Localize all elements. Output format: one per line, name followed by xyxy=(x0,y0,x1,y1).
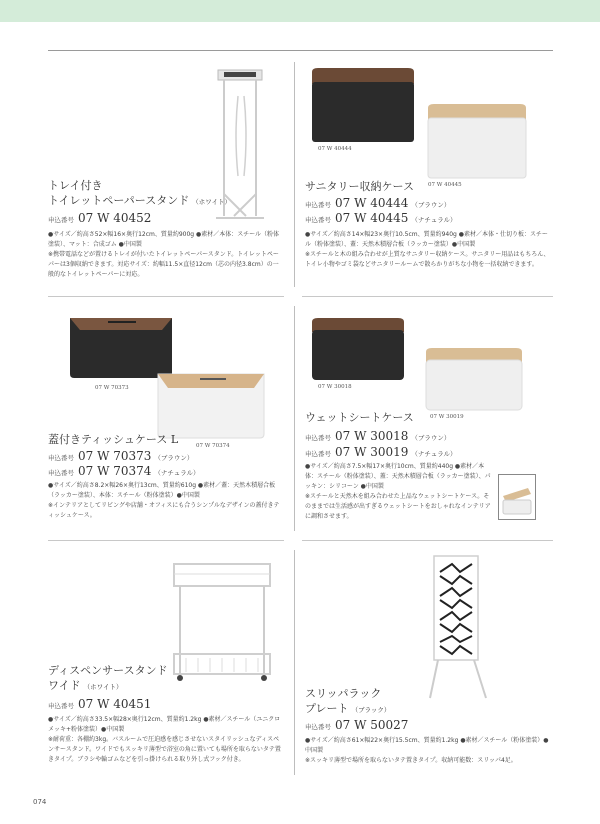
product-description: ●サイズ／約高さ7.5×幅17×奥行10cm、質量約440g ●素材／本体：スチール（粉体塗装）、蓋：天然木積層合板（ラッカー塗装）、パッキン：シリコーン ●中国製 ※スチールと天然木を組み合わせた上品なウェットシートケース。そのままでは生活感が出すぎるウェットシートをおしゃれなインテリアに調和させます。 xyxy=(305,463,491,520)
page-number: 074 xyxy=(33,798,47,806)
order-code: 申込番号 07 W 70374 （ナチュラル） xyxy=(48,464,200,478)
product-description: ●サイズ／約高さ33.5×幅28×奥行12cm、質量約1.2kg ●素材／スチール（ユニクロメッキ+粉体塗装）●中国製 ※耐荷重：各棚約3kg。バスルームで圧迫感を感じさせないスタイリッシュなディスペンサースタンド。ワイドでもスッキリ薄型で浴室の角に置いても場所を取らないタテ置きタイプ。ブラシや輪ゴムなどを引っ掛けられる取り外し式フック付き。 xyxy=(48,716,281,763)
order-code: 申込番号 07 W 40451 xyxy=(48,697,152,711)
product-title: ウェットシートケース xyxy=(305,411,414,424)
image-label: 07 W 40444 xyxy=(318,146,352,152)
order-code: 申込番号 07 W 30018 （ブラウン） xyxy=(305,429,451,443)
order-code: 申込番号 07 W 40445 （ナチュラル） xyxy=(305,211,457,225)
row-divider xyxy=(302,540,553,541)
product-description: ●サイズ／約高さ14×幅23×奥行10.5cm、質量約940g ●素材／本体・仕切り板：スチール（粉体塗装）、蓋：天然木積層合板（ラッカー塗装）●中国製 ※スチールと木の組み合わせが上質なサニタリー収納ケース。サニタリー用品はもちろん、トイレ小物やゴミ袋などサニタリールームで散らかりがちな小物を一括収納できます。 xyxy=(305,231,550,268)
row-divider xyxy=(48,296,284,297)
image-label: 07 W 70374 xyxy=(196,443,230,449)
wet-sheet-case-brown-image xyxy=(308,316,408,382)
image-label: 07 W 70373 xyxy=(95,385,129,391)
slipper-rack-image xyxy=(420,552,492,702)
dispenser-stand-image xyxy=(166,558,278,684)
product-title: ディスペンサースタンド ワイド （ホワイト） xyxy=(48,664,168,692)
product-description: ●サイズ／約高さ61×幅22×奥行15.5cm、質量約1.2kg ●素材／スチール（粉体塗装）●中国製 ※スッキリ薄型で場所を取らないタテ置きタイプ。収納可能数：スリッパ4足。 xyxy=(305,737,549,764)
product-description: ●サイズ／約高さ52×幅16×奥行12cm、質量約900g ●素材／本体：スチール（粉体塗装）、マット：合成ゴム ●中国製 ※携帯電話などが置けるトレイが付いたトイレットペーパースタンド。トイレットペーパーは3個収納できます。対応サイズ：約幅11.5×直径12cm（芯の内径3.8cm）の一般的なトイレットペーパーに対応。 xyxy=(48,231,280,278)
column-divider xyxy=(294,306,295,531)
product-title: トレイ付き トイレットペーパースタンド （ホワイト） xyxy=(48,179,232,207)
product-title: 蓋付きティッシュケース L xyxy=(48,433,179,446)
wet-sheet-case-natural-image xyxy=(422,346,526,412)
column-divider xyxy=(294,62,295,287)
order-code: 申込番号 07 W 50027 xyxy=(305,718,409,732)
row-divider xyxy=(48,540,284,541)
column-divider xyxy=(294,550,295,775)
order-code: 申込番号 07 W 40444 （ブラウン） xyxy=(305,196,451,210)
top-rule xyxy=(48,50,553,51)
product-title: スリッパラック プレート （ブラック） xyxy=(305,687,391,715)
image-label: 07 W 30019 xyxy=(430,414,464,420)
sanitary-case-natural-image xyxy=(424,102,530,180)
order-code: 申込番号 07 W 30019 （ナチュラル） xyxy=(305,445,457,459)
image-label: 07 W 30018 xyxy=(318,384,352,390)
row-divider xyxy=(302,296,553,297)
product-description: ●サイズ／約高さ8.2×幅26×奥行13cm、質量約610g ●素材／蓋：天然木積層合板（ラッカー塗装）、本体：スチール（粉体塗装）●中国製 ※インテリアとしてリビングや店舗・オフィスにも合うシンプルなデザインの蓋付きティッシュケース。 xyxy=(48,482,280,519)
wet-sheet-detail-image xyxy=(498,474,536,520)
order-code: 申込番号 07 W 40452 xyxy=(48,211,152,225)
product-title: サニタリー収納ケース xyxy=(305,180,415,193)
order-code: 申込番号 07 W 70373 （ブラウン） xyxy=(48,449,194,463)
image-label: 07 W 40445 xyxy=(428,182,462,188)
sanitary-case-brown-image xyxy=(308,66,418,144)
tissue-case-natural-image xyxy=(152,368,270,440)
header-band xyxy=(0,0,600,22)
